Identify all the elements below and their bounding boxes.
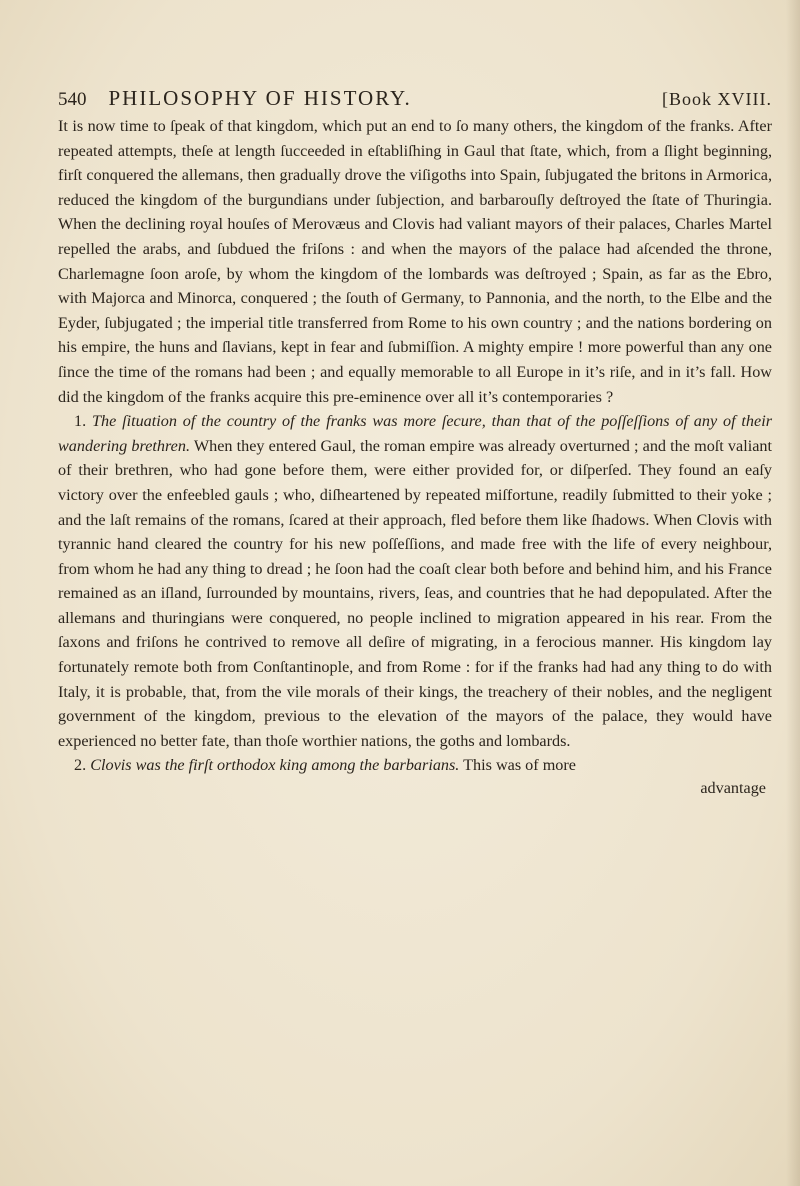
point-2-paragraph: [58, 753, 772, 778]
intro-paragraph: It is now time to ſpeak of that kingdom, which put an end to ſo many others, the kingdom of the franks. After repeated attempts, theſe at length ſucceeded in eſtabliſhing in Gaul that ſtate, which, from a ſlight beginning, firſt conquered the allemans, then gradually drove the viſigoths into Spain, ſubjugated the britons in Armorica, reduced the kingdom of the burgundians under ſubjection, and barbarouſly deſtroyed the ſtate of Thuringia. When the declining royal houſes of Merovæus and Clovis had valiant mayors of their palaces, Charles Martel repelled the arabs, and ſubdued the friſons : and when the mayors of the palace had aſcended the throne, Charlemagne ſoon aroſe, by whom the kingdom of the lombards was deſtroyed ; Spain, as far as the Ebro, with Majorca and Minorca, conquered ; the ſouth of Germany, to Pannonia, and the north, to the Elbe and the Eyder, ſubjugated ; the imperial title transferred from Rome to his own country ; and the nations bordering on his empire, the huns and ſlavians, kept in fear and ſubmiſſion. A mighty empire ! more powerful than any one ſince the time of the romans had been ; and equally memorable to all Europe in it’s riſe, and in it’s fall. How did the kingdom of the franks acquire this pre-eminence over all it’s contemporaries ?: [58, 117, 772, 406]
running-head: [58, 86, 772, 111]
catchword: advantage: [700, 779, 766, 798]
point-1-number: 1.: [74, 412, 87, 431]
point-1-paragraph: [58, 409, 772, 753]
book-label: [Book XVIII.: [662, 89, 772, 109]
point-1-lead: The ſituation of the country of the franks was more ſecure, than that of the poſſeſſions of any of their wandering brethren.: [58, 412, 772, 455]
page-number: 540: [58, 89, 87, 110]
body-text: [58, 114, 772, 778]
point-1-text: When they entered Gaul, the roman empire was already overturned ; and the moſt valiant of their brethren, who had gone before them, were either provided for, or diſperſed. They found an eaſy victory over the enfeebled gauls ; who, diſheartened by repeated miſfortune, readily ſubmitted to their yoke ; and the laſt remains of the romans, ſcared at their approach, fled before them like ſhadows. When Clovis with tyrannic hand cleared the country for his new poſſeſſions, and made free with the life of every neighbour, from whom he had any thing to dread ; he ſoon had the coaſt clear both before and behind him, and his France remained as an iſland, ſurrounded by mountains, rivers, ſeas, and countries that he had depopulated. After the allemans and thuringians were conquered, no people inclined to migration appeared in his rear. From the ſaxons and friſons he contrived to remove all deſire of migrating, in a ferocious manner. His kingdom lay fortunately remote both from Conſtantinople, and from Rome : for if the franks had had any thing to do with Italy, it is probable, that, from the vile morals of their kings, the treachery of their nobles, and the negligent government of the kingdom, previous to the elevation of the mayors of the palace, they would have experienced no better fate, than thoſe worthier nations, the goths and lombards.: [58, 436, 772, 750]
running-title: PHILOSOPHY OF HISTORY.: [108, 86, 412, 110]
point-2-text: This was of more: [463, 756, 576, 775]
point-2-lead: Clovis was the firſt orthodox king among the barbarians.: [90, 756, 460, 775]
book-page: [58, 86, 772, 801]
page-edge-shadow: [786, 0, 800, 1186]
point-2-number: 2.: [74, 756, 87, 775]
